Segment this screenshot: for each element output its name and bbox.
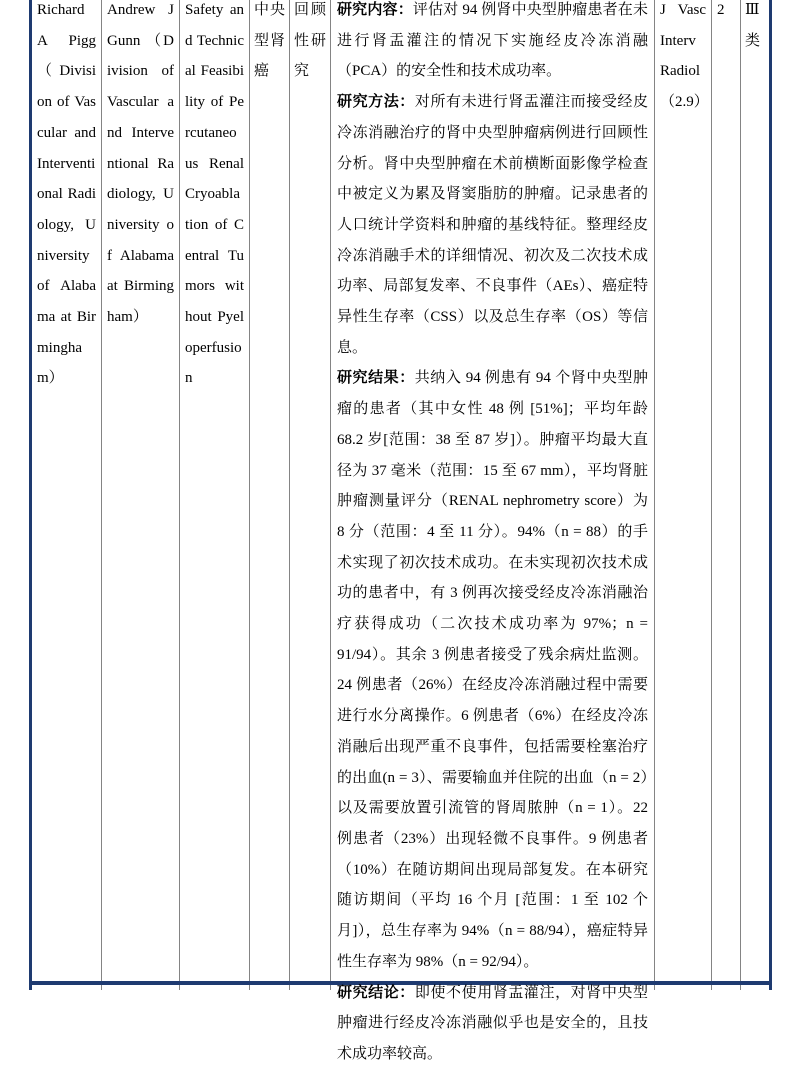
table-row	[29, 0, 772, 1062]
section-results	[337, 363, 648, 977]
next-table-row-stub	[29, 985, 772, 990]
journal-cell	[655, 0, 712, 981]
corresponding-author-cell	[102, 0, 180, 981]
section-methods-text: 对所有未进行肾盂灌注而接受经皮冷冻消融治疗的肾中央型肿瘤病例进行回顾性分析。肾中央型肿瘤在术前横断面影像学检查中被定义为累及肾窦脂肪的肿瘤。记录患者的人口统计学资料和肿瘤的基线特征。整理经皮冷冻消融手术的详细情况、初次及二次技术成功率、局部复发率、不良事件（AEs）、癌症特异性生存率（CSS）以及总生存率（OS）等信息。	[337, 94, 648, 356]
section-content-label: 研究内容：	[337, 2, 413, 18]
article-title-text: Safety and Technical Feasibility of Percutaneous Renal Cryoablation of Central Tumors without Pyeloperfusion	[185, 2, 244, 387]
stub-cell	[102, 985, 180, 990]
disease-type-cell	[250, 0, 290, 981]
first-author-cell	[32, 0, 102, 981]
section-content	[337, 0, 648, 87]
section-conclusion	[337, 978, 648, 1070]
section-content-text: 评估对 94 例肾中央型肿瘤患者在未进行肾盂灌注的情况下实施经皮冷冻消融（PCA）的安全性和技术成功率。	[337, 2, 648, 80]
section-conclusion-text: 即使不使用肾盂灌注，对肾中央型肿瘤进行经皮冷冻消融似乎也是安全的，且技术成功率较高。	[337, 984, 648, 1062]
stub-cell	[180, 985, 250, 990]
stub-cell	[655, 985, 712, 990]
section-methods-label: 研究方法：	[337, 94, 415, 111]
study-design-cell	[290, 0, 331, 981]
score-cell	[712, 0, 741, 981]
section-results-text: 共纳入 94 例患有 94 个肾中央型肿瘤的患者（其中女性 48 例 [51%]；平均年龄 68.2 岁[范围：38 至 87 岁]）。肿瘤平均最大直径为 37 毫米（范围：15 至 67 mm），平均肾脏肿瘤测量评分（RENAL nephrometry score）为 8 分（范围：4 至 11 分）。94%（n = 88）的手术实现了初次技术成功。在未实现初次技术成功的患者中，有 3 例再次接受经皮冷冻消融治疗获得成功（二次技术成功率为 97%；n = 91/94）。其余 3 例患者接受了残余病灶监测。24 例患者（26%）在经皮冷冻消融过程中需要进行水分离操作。6 例患者（6%）在经皮冷冻消融后出现严重不良事件，包括需要栓塞治疗的出血(n = 3）、需要输血并住院的出血（n = 2）以及需要放置引流管的肾周脓肿（n = 1）。22 例患者（23%）出现轻微不良事件。9 例患者（10%）在随访期间出现局部复发。在本研究随访期间（平均 16 个月 [范围：1 至 102 个月]），总生存率为 94%（n = 88/94），癌症特异性生存率为 98%（n = 92/94）。	[337, 370, 648, 970]
study-design-text: 回顾性研究	[294, 2, 326, 80]
evidence-grade-cell	[741, 0, 769, 981]
section-conclusion-label: 研究结论：	[337, 984, 415, 1001]
evidence-grade-text: Ⅲ 类	[745, 2, 761, 49]
article-title-cell	[180, 0, 250, 981]
corresponding-author-text: Andrew J Gunn （Division of Vascular and Interventional Radiology, University of Alabama at Birmingham）	[107, 2, 174, 326]
stub-cell	[290, 985, 331, 990]
disease-type-text: 中央型肾癌	[254, 2, 285, 80]
first-author-text: Richard A Pigg （Division of Vascular and Interventional Radiology, University of Alabama at Birmingham）	[37, 2, 96, 387]
section-methods	[337, 87, 648, 363]
stub-cell	[712, 985, 741, 990]
stub-cell	[250, 985, 290, 990]
score-text: 2	[717, 2, 725, 18]
journal-text: J Vasc Interv Radiol （2.9）	[660, 2, 709, 111]
stub-cell	[32, 985, 102, 990]
stub-cell	[331, 985, 655, 990]
research-summary-content	[337, 0, 648, 1070]
section-results-label: 研究结果：	[337, 370, 415, 387]
stub-cell	[741, 985, 769, 990]
evidence-table	[29, 0, 772, 1062]
research-summary-cell	[331, 0, 655, 1062]
